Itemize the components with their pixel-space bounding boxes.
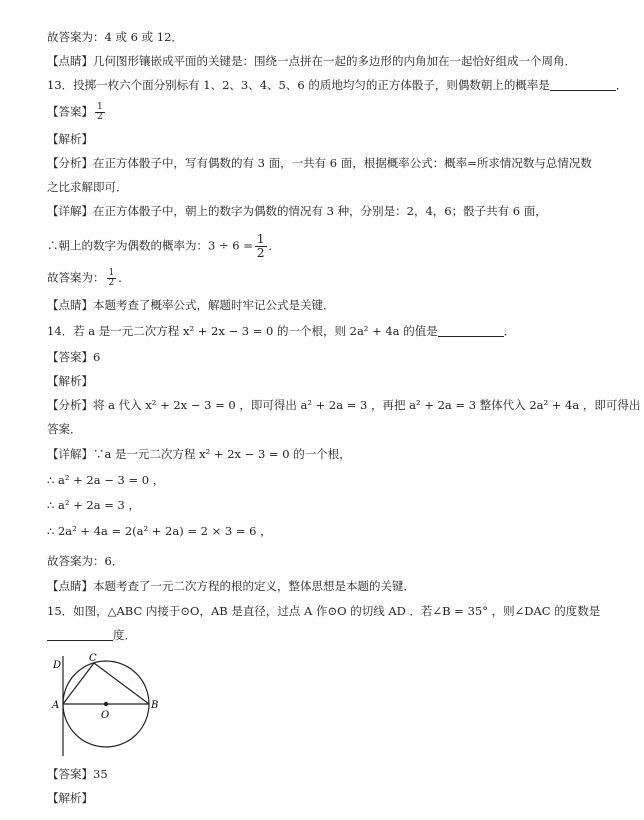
analysis-13: 【分析】在正方体骰子中，写有偶数的有 3 面，一共有 6 面，根据概率公式：概率=所求情况数与总情况数 xyxy=(47,156,592,170)
center-point xyxy=(104,702,108,706)
detail-13: 【详解】在正方体骰子中，朝上的数字为偶数的情况有 3 种，分别是：2，4，6；骰子共有 6 面， xyxy=(47,204,547,218)
final-answer-13: 故答案为： $\frac{1}{2}$ ． xyxy=(47,268,130,288)
chord-cb xyxy=(94,663,149,704)
question-13: 13．投掷一枚六个面分别标有 1、2、3、4、5、6 的质地均匀的正方体骰子，则偶数朝上的概率是 ． xyxy=(47,78,628,92)
fraction-half-large: $\frac{1}{2}$ xyxy=(256,232,265,260)
answer-15: 【答案】35 xyxy=(47,767,108,781)
detail-13-result: ∴朝上的数字为偶数的概率为：3 ÷ 6 = $\frac{1}{2}$ ． xyxy=(47,232,281,260)
label-o: O xyxy=(101,710,110,721)
answer-line-12: 故答案为：4 或 6 或 12． xyxy=(47,30,183,44)
analysis-label: 【解析】 xyxy=(47,132,93,146)
answer-13 xyxy=(47,103,107,122)
analysis-14: 【分析】将 a 代入 x² + 2x − 3 = 0 ，即可得出 a² + 2a = 3 ，再把 a² + 2a = 3 整体代入 2a² + 4a ，即可得出 xyxy=(47,398,641,412)
answer-14: 【答案】6 xyxy=(47,350,101,364)
label-c: C xyxy=(89,653,97,664)
detail-14-step1: ∴ a² + 2a − 3 = 0 ， xyxy=(47,473,165,487)
fraction-half: $\frac{1}{2}$ xyxy=(97,102,103,122)
label-b: B xyxy=(151,700,159,711)
analysis-label: 【解析】 xyxy=(47,374,93,388)
answer-label: 【答案】 xyxy=(47,104,93,119)
final-answer-14: 故答案为：6． xyxy=(47,554,124,568)
fraction-half: $\frac{1}{2}$ xyxy=(108,268,115,288)
detail-14-step2: ∴ a² + 2a = 3 ， xyxy=(47,498,140,512)
note-line-12: 【点睛】几何图形镶嵌成平面的关键是：围绕一点拼在一起的多边形的内角加在一起恰好组成一个周角． xyxy=(47,54,576,68)
question-13-text: 13．投掷一枚六个面分别标有 1、2、3、4、5、6 的质地均匀的正方体骰子，则偶数朝上的概率是 xyxy=(47,78,550,92)
question-15: 15．如图，△ABC 内接于⊙O，AB 是直径，过点 A 作⊙O 的切线 AD ．若∠B = 35° ，则∠DAC 的度数是 xyxy=(47,604,601,618)
question-15-cont xyxy=(47,627,136,643)
question-14: 14．若 a 是一元二次方程 x² + 2x − 3 = 0 的一个根，则 2a² + 4a 的值是 ． xyxy=(47,324,516,338)
analysis-13-cont: 之比求解即可． xyxy=(47,180,128,194)
answer-blank xyxy=(550,79,616,91)
note-14: 【点睛】本题考查了一元二次方程的根的定义，整体思想是本题的关键． xyxy=(47,579,415,593)
answer-blank xyxy=(438,325,504,337)
answer-blank xyxy=(47,629,113,641)
label-d: D xyxy=(53,660,62,671)
detail-14: 【详解】∵a 是一元二次方程 x² + 2x − 3 = 0 的一个根， xyxy=(47,447,351,461)
label-a: A xyxy=(52,700,60,711)
analysis-label: 【解析】 xyxy=(47,791,93,805)
detail-14-step3: ∴ 2a² + 4a = 2(a² + 2a) = 2 × 3 = 6 ， xyxy=(47,524,272,538)
circle-figure xyxy=(44,652,164,762)
question-14-text: 14．若 a 是一元二次方程 x² + 2x − 3 = 0 的一个根，则 2a² + 4a 的值是 xyxy=(47,324,438,338)
question-15-unit: 度． xyxy=(113,628,136,642)
result-text: ∴朝上的数字为偶数的概率为：3 ÷ 6 = xyxy=(47,238,253,253)
analysis-14-cont: 答案． xyxy=(47,422,82,436)
note-13: 【点睛】本题考查了概率公式，解题时牢记公式是关键． xyxy=(47,298,335,312)
final-answer-label: 故答案为： xyxy=(47,270,105,285)
